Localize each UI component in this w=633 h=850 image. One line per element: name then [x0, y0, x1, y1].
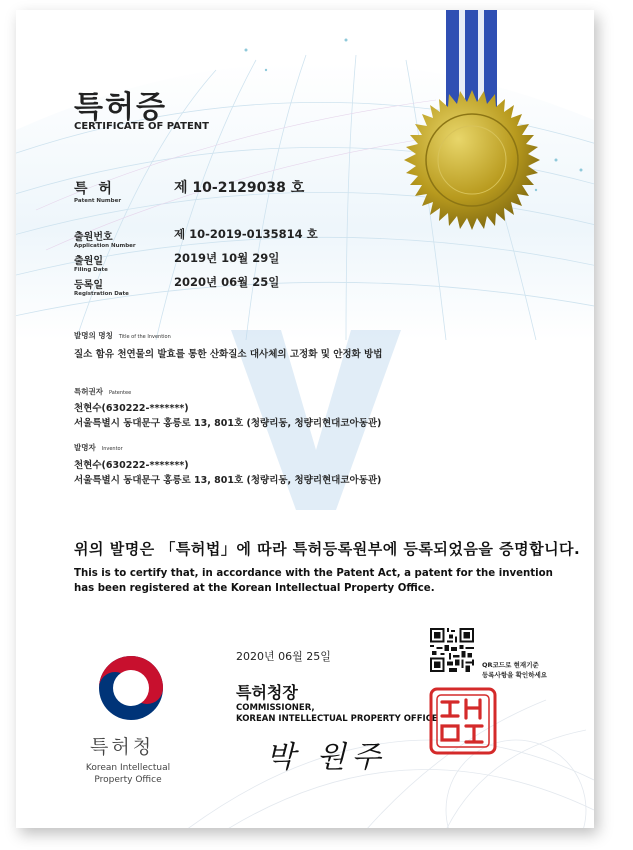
patent-number-label: 특 허 Patent Number	[74, 181, 122, 204]
office-name-en: Korean Intellectual Property Office	[85, 763, 171, 785]
patentee-name: 천현수(630222-*******)	[74, 403, 189, 414]
certificate-title-en: CERTIFICATE OF PATENT	[74, 121, 209, 132]
certificate-document	[16, 10, 594, 828]
qr-code-icon[interactable]	[430, 628, 474, 672]
invention-label: 발명의 명칭 Title of the Invention	[74, 331, 171, 340]
filing-date-label: 출원일 Filing Date	[74, 256, 108, 273]
registration-date-value: 2020년 06월 25일	[174, 275, 280, 289]
qr-note: QR코드로 현재기준 등록사항을 확인하세요	[482, 661, 548, 679]
patentee-address: 서울특별시 동대문구 홍릉로 13, 801호 (청량리동, 청량리현대코아동관)	[74, 418, 382, 429]
application-number-label: 출원번호 Application Number	[74, 232, 136, 249]
patent-number-value: 제 10-2129038 호	[174, 180, 305, 196]
filing-date-value: 2019년 10월 29일	[174, 251, 280, 265]
inventor-name: 천현수(630222-*******)	[74, 460, 189, 471]
commissioner-title-en: COMMISSIONER, KOREAN INTELLECTUAL PROPERTY OFFICE	[236, 703, 438, 724]
certification-statement-en: This is to certify that, in accordance with the Patent Act, a patent for the invention has been registered at the Korean Intellectual Property Office.	[74, 568, 553, 594]
application-number-value: 제 10-2019-0135814 호	[174, 227, 318, 241]
commissioner-title-ko: 특허청장	[236, 683, 298, 702]
gold-seal	[400, 88, 544, 232]
inventor-address: 서울특별시 동대문구 홍릉로 13, 801호 (청량리동, 청량리현대코아동관)	[74, 475, 382, 486]
certificate-title: 특허증	[74, 90, 167, 125]
taegeuk-logo-icon	[96, 653, 166, 723]
invention-title: 질소 함유 천연물의 발효를 통한 산화질소 대사체의 고정화 및 안정화 방법	[74, 349, 383, 360]
issue-date: 2020년 06월 25일	[236, 650, 331, 663]
office-name-ko: 특허청	[90, 736, 155, 758]
certification-statement-ko: 위의 발명은 「특허법」에 따라 특허등록원부에 등록되었음을 증명합니다.	[74, 540, 581, 558]
registration-date-label: 등록일 Registration Date	[74, 280, 129, 297]
inventor-label: 발명자 Inventor	[74, 443, 123, 452]
commissioner-signature: 박 원주	[266, 740, 387, 775]
official-stamp	[428, 686, 498, 756]
patentee-label: 특허권자 Patentee	[74, 387, 132, 396]
